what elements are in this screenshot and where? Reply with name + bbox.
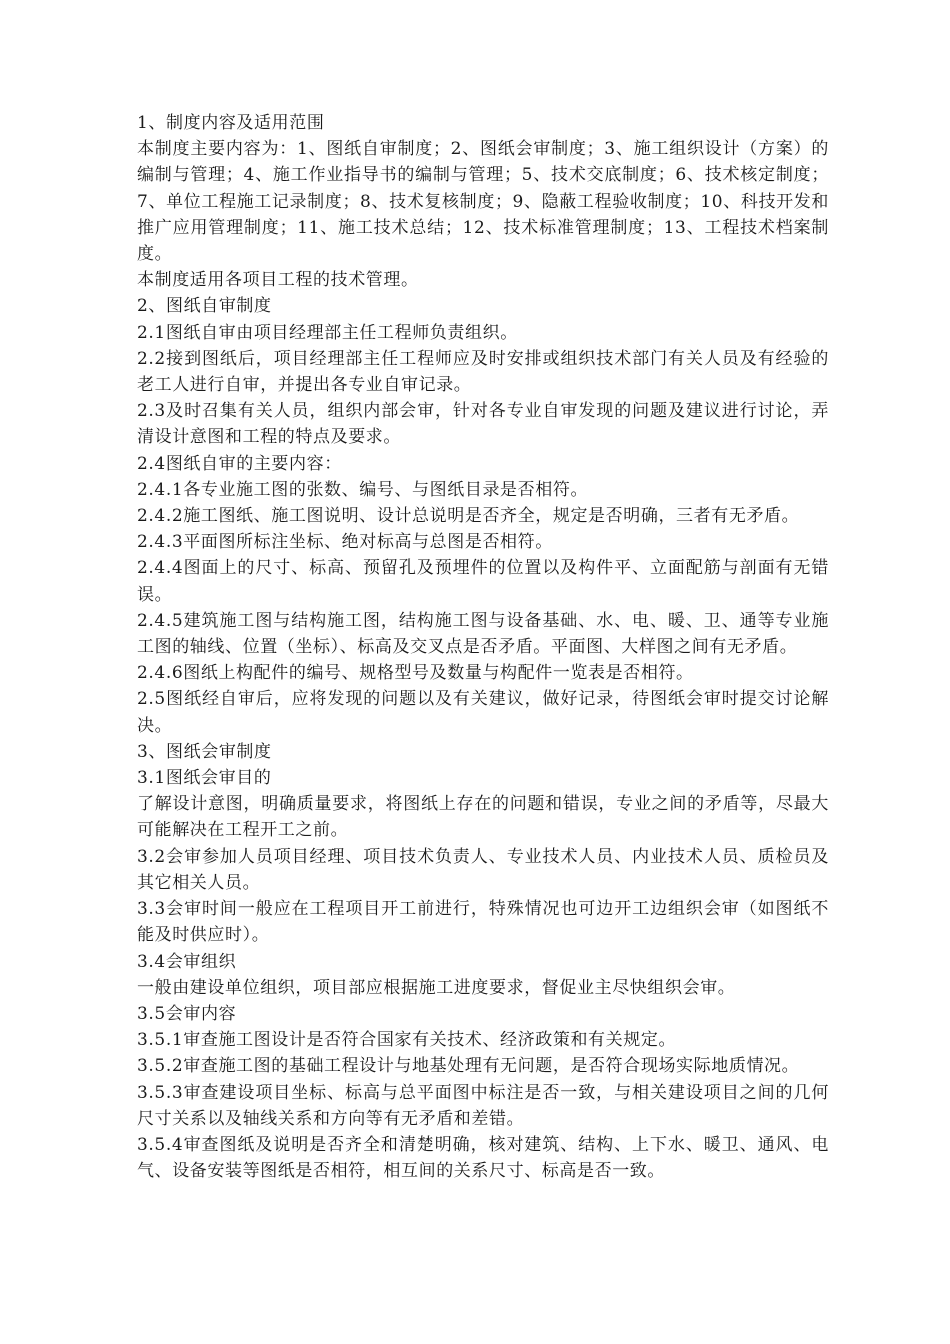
paragraph: 2.5图纸经自审后，应将发现的问题以及有关建议，做好记录，待图纸会审时提交讨论解决。 [137, 689, 829, 736]
paragraph: 本制度适用各项目工程的技术管理。 [137, 270, 419, 291]
section-heading-2: 2、图纸自审制度 [137, 296, 272, 317]
paragraph: 3.5.3审查建设项目坐标、标高与总平面图中标注是否一致，与相关建设项目之间的几何尺寸关系以及轴线关系和方向等有无矛盾和差错。 [137, 1082, 829, 1129]
paragraph: 本制度主要内容为：1、图纸自审制度；2、图纸会审制度；3、施工组织设计（方案）的编制与管理；4、施工作业指导书的编制与管理；5、技术交底制度；6、技术核定制度；7、单位工程施工记录制度；8、技术复核制度；9、隐蔽工程验收制度；10、科技开发和推广应用管理制度；11、施工技术总结；12、技术标准管理制度；13、工程技术档案制度。 [137, 139, 829, 265]
paragraph: 3.5会审内容 [137, 1003, 237, 1024]
paragraph: 3.5.1审查施工图设计是否符合国家有关技术、经济政策和有关规定。 [137, 1030, 677, 1051]
paragraph: 2.4.2施工图纸、施工图说明、设计总说明是否齐全，规定是否明确，三者有无矛盾。 [137, 506, 800, 527]
paragraph: 2.4.5建筑施工图与结构施工图，结构施工图与设备基础、水、电、暖、卫、通等专业施工图的轴线、位置（坐标）、标高及交叉点是否矛盾。平面图、大样图之间有无矛盾。 [137, 610, 829, 658]
paragraph: 一般由建设单位组织，项目部应根据施工进度要求，督促业主尽快组织会审。 [137, 977, 736, 998]
section-heading-3: 3、图纸会审制度 [137, 741, 272, 762]
paragraph: 3.5.2审查施工图的基础工程设计与地基处理有无问题，是否符合现场实际地质情况。 [137, 1056, 800, 1077]
paragraph: 2.4.3平面图所标注坐标、绝对标高与总图是否相符。 [137, 532, 553, 553]
paragraph: 3.3会审时间一般应在工程项目开工前进行，特殊情况也可边开工边组织会审（如图纸不能及时供应时）。 [137, 899, 829, 946]
paragraph: 2.4.6图纸上构配件的编号、规格型号及数量与构配件一览表是否相符。 [137, 663, 694, 684]
paragraph: 2.2接到图纸后，项目经理部主任工程师应及时安排或组织技术部门有关人员及有经验的老工人进行自审，并提出各专业自审记录。 [137, 348, 829, 396]
paragraph: 2.3及时召集有关人员，组织内部会审，针对各专业自审发现的问题及建议进行讨论，弄清设计意图和工程的特点及要求。 [137, 401, 829, 448]
paragraph: 3.1图纸会审目的 [137, 768, 272, 789]
paragraph: 了解设计意图，明确质量要求，将图纸上存在的问题和错误，专业之间的矛盾等，尽最大可能解决在工程开工之前。 [137, 794, 829, 841]
paragraph: 3.4会审组织 [137, 951, 237, 972]
document-body [137, 110, 829, 1184]
paragraph: 3.2会审参加人员项目经理、项目技术负责人、专业技术人员、内业技术人员、质检员及其它相关人员。 [137, 846, 829, 893]
paragraph: 3.5.4审查图纸及说明是否齐全和清楚明确，核对建筑、结构、上下水、暖卫、通风、电气、设备安装等图纸是否相符，相互间的关系尺寸、标高是否一致。 [137, 1134, 829, 1182]
paragraph: 2.4.4图面上的尺寸、标高、预留孔及预埋件的位置以及构件平、立面配筋与剖面有无错误。 [137, 558, 829, 605]
paragraph: 2.4.1各专业施工图的张数、编号、与图纸目录是否相符。 [137, 479, 589, 500]
paragraph: 2.1图纸自审由项目经理部主任工程师负责组织。 [137, 322, 518, 343]
paragraph: 2.4图纸自审的主要内容： [137, 453, 342, 474]
section-heading-1: 1、制度内容及适用范围 [137, 113, 325, 133]
